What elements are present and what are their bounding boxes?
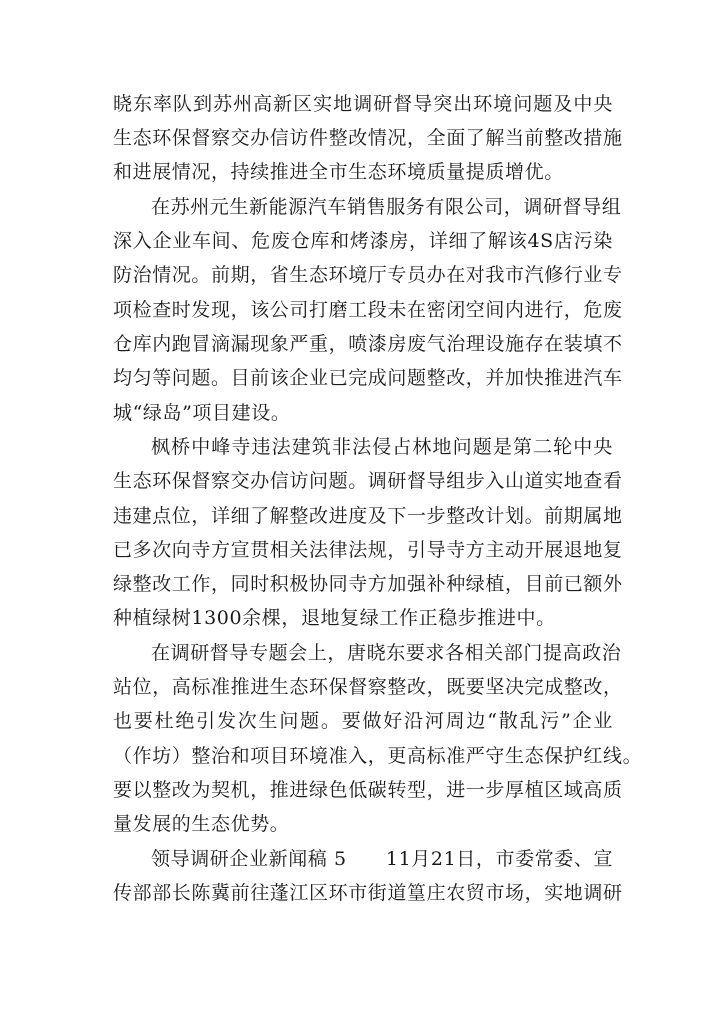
text-line: （作坊）整治和项目环境准入，更高标准严守生态保护红线。 <box>113 745 643 767</box>
text-line: 绿整改工作，同时积极协同寺方加强补种绿植，目前已额外 <box>113 573 623 595</box>
text-line: 传部部长陈冀前往蓬江区环市街道篁庄农贸市场，实地调研 <box>113 882 623 904</box>
text-line: 站位，高标准推进生态环保督察整改，既要坚决完成整改， <box>113 676 623 698</box>
text-line: 量发展的生态优势。 <box>113 813 290 835</box>
text-line: 在调研督导专题会上，唐晓东要求各相关部门提高政治 <box>151 642 622 664</box>
text-line: 已多次向寺方宣贯相关法律法规，引导寺方主动开展退地复 <box>113 539 623 561</box>
text-line: 要以整改为契机，推进绿色低碳转型，进一步厚植区域高质 <box>113 779 623 801</box>
text-line: 在苏州元生新能源汽车销售服务有限公司，调研督导组 <box>151 196 622 218</box>
text-line: 领导调研企业新闻稿 5 11月21日，市委常委、宣 <box>151 848 614 870</box>
text-line: 晓东率队到苏州高新区实地调研督导突出环境问题及中央 <box>113 93 613 115</box>
text-line: 城“绿岛”项目建设。 <box>113 402 291 424</box>
text-line: 项检查时发现，该公司打磨工段未在密闭空间内进行，危废 <box>113 299 623 321</box>
text-line: 生态环保督察交办信访问题。调研督导组步入山道实地查看 <box>113 470 623 492</box>
text-line: 深入企业车间、危废仓库和烤漆房，详细了解该4S店污染 <box>113 230 613 252</box>
text-line: 生态环保督察交办信访件整改情况，全面了解当前整改措施 <box>113 127 623 149</box>
text-line: 和进展情况，持续推进全市生态环境质量提质增优。 <box>113 161 564 183</box>
text-line: 枫桥中峰寺违法建筑非法侵占林地问题是第二轮中央 <box>151 436 613 458</box>
text-line: 也要杜绝引发次生问题。要做好沿河周边“散乱污”企业 <box>113 710 613 732</box>
text-line: 种植绿树1300余棵，退地复绿工作正稳步推进中。 <box>113 607 556 629</box>
text-line: 均匀等问题。目前该企业已完成问题整改，并加快推进汽车 <box>113 367 623 389</box>
text-line: 仓库内跑冒滴漏现象严重，喷漆房废气治理设施存在装填不 <box>113 333 623 355</box>
text-line: 违建点位，详细了解整改进度及下一步整改计划。前期属地 <box>113 505 623 527</box>
text-line: 防治情况。前期，省生态环境厅专员办在对我市汽修行业专 <box>113 264 623 286</box>
